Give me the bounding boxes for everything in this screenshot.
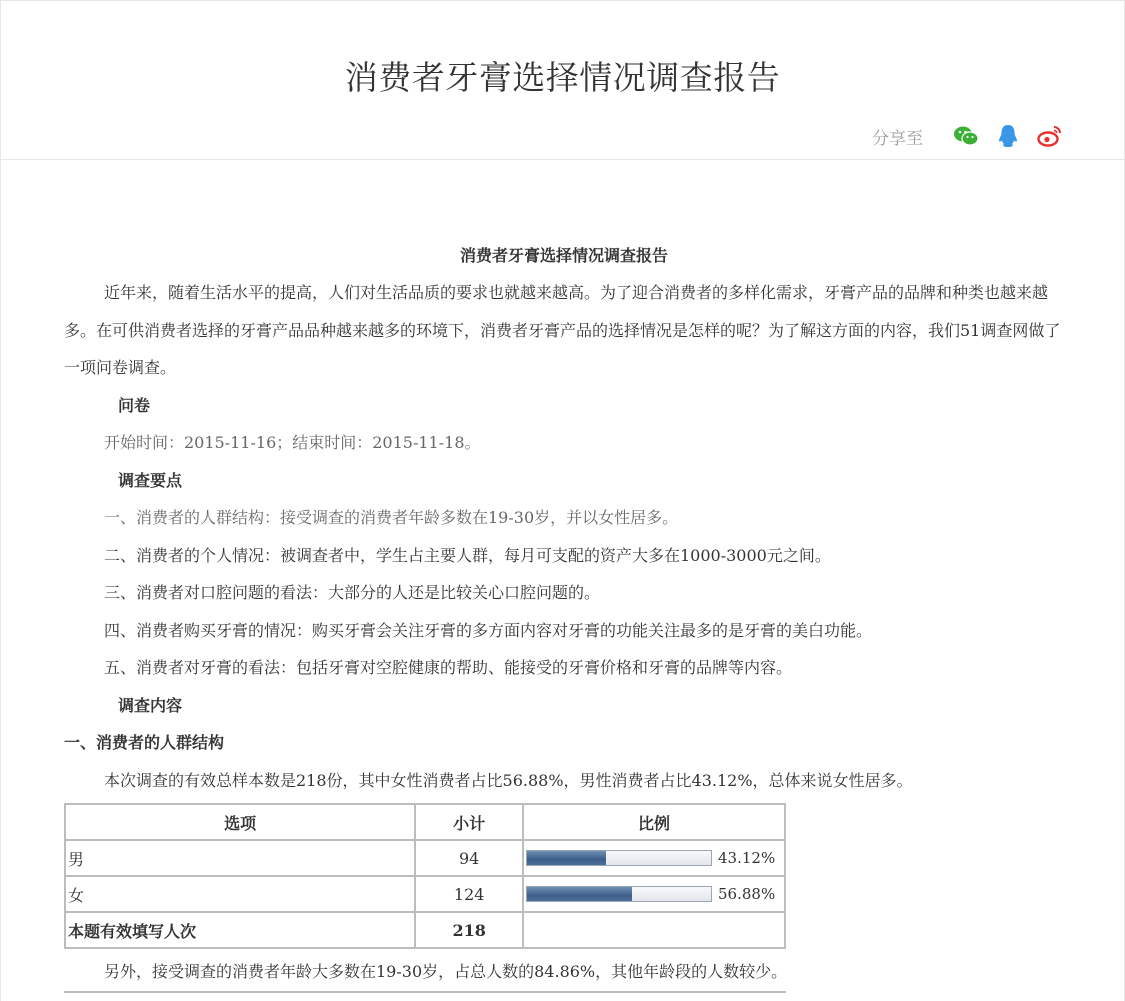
ratio-cell <box>523 840 785 876</box>
header-option: 选项 <box>65 804 415 840</box>
ratio-percent: 43.12% <box>718 849 776 867</box>
gender-result-table <box>64 803 786 949</box>
share-bar <box>872 122 1063 150</box>
option-cell: 女 <box>65 876 415 912</box>
header-divider <box>1 159 1124 160</box>
key-point-5: 五、消费者对牙膏的看法：包括牙膏对空腔健康的帮助、能接受的牙膏价格和牙膏的品牌等内容。 <box>104 658 793 677</box>
ratio-bar-track <box>526 850 712 866</box>
header-ratio: 比例 <box>523 804 785 840</box>
subsection-population-structure: 一、消费者的人群结构 <box>64 733 225 752</box>
section-survey-content: 调查内容 <box>118 695 183 715</box>
ratio-percent: 56.88% <box>718 885 776 903</box>
option-cell: 男 <box>65 840 415 876</box>
total-label: 本题有效填写人次 <box>65 912 415 948</box>
next-table-top <box>64 991 786 999</box>
header-count: 小计 <box>415 804 523 840</box>
key-point-2: 二、消费者的个人情况：被调查者中，学生占主要人群，每月可支配的资产大多在1000-3000元之间。 <box>104 545 831 565</box>
document-heading: 消费者牙膏选择情况调查报告 <box>459 246 668 265</box>
weibo-icon[interactable] <box>1037 123 1063 149</box>
count-cell: 124 <box>415 876 523 912</box>
ratio-cell <box>523 876 785 912</box>
intro-paragraph: 近年来，随着生活水平的提高，人们对生活品质的要求也就越来越高。为了迎合消费者的多样化需求，牙膏产品的品牌和种类也越来越多。在可供消费者选择的牙膏产品品种越来越多的环境下，消费者牙膏产品的选择情况是怎样的呢？为了解这方面的内容，我们51调查网做了一项问卷调查。 <box>64 283 1061 377</box>
total-value: 218 <box>415 912 523 948</box>
key-point-1: 一、消费者的人群结构：接受调查的消费者年龄多数在19-30岁，并以女性居多。 <box>104 508 679 527</box>
ratio-bar-fill <box>527 851 606 865</box>
wechat-icon[interactable] <box>953 123 979 149</box>
table-total-row <box>65 912 785 948</box>
table-header-row <box>65 804 785 840</box>
qq-icon[interactable] <box>995 123 1021 149</box>
key-point-4: 四、消费者购买牙膏的情况：购买牙膏会关注牙膏的多方面内容对牙膏的功能关注最多的是牙膏的美白功能。 <box>104 620 873 640</box>
total-empty-cell <box>523 912 785 948</box>
ratio-bar-track <box>526 886 712 902</box>
key-point-3: 三、消费者对口腔问题的看法：大部分的人还是比较关心口腔问题的。 <box>104 583 601 602</box>
age-paragraph: 另外，接受调查的消费者年龄大多数在19-30岁，占总人数的84.86%，其他年龄段的人数较少。 <box>104 962 788 981</box>
ratio-bar-fill <box>527 887 632 901</box>
table-row <box>65 840 785 876</box>
count-cell: 94 <box>415 840 523 876</box>
survey-time: 开始时间：2015-11-16；结束时间：2015-11-18。 <box>104 433 481 452</box>
share-label: 分享至 <box>872 128 923 149</box>
page-title: 消费者牙膏选择情况调查报告 <box>344 58 781 97</box>
section-key-points: 调查要点 <box>118 470 183 490</box>
section-questionnaire: 问卷 <box>118 395 151 415</box>
report-body <box>64 238 1064 999</box>
population-paragraph: 本次调查的有效总样本数是218份，其中女性消费者占比56.88%，男性消费者占比43.12%，总体来说女性居多。 <box>104 770 913 790</box>
table-row <box>65 876 785 912</box>
